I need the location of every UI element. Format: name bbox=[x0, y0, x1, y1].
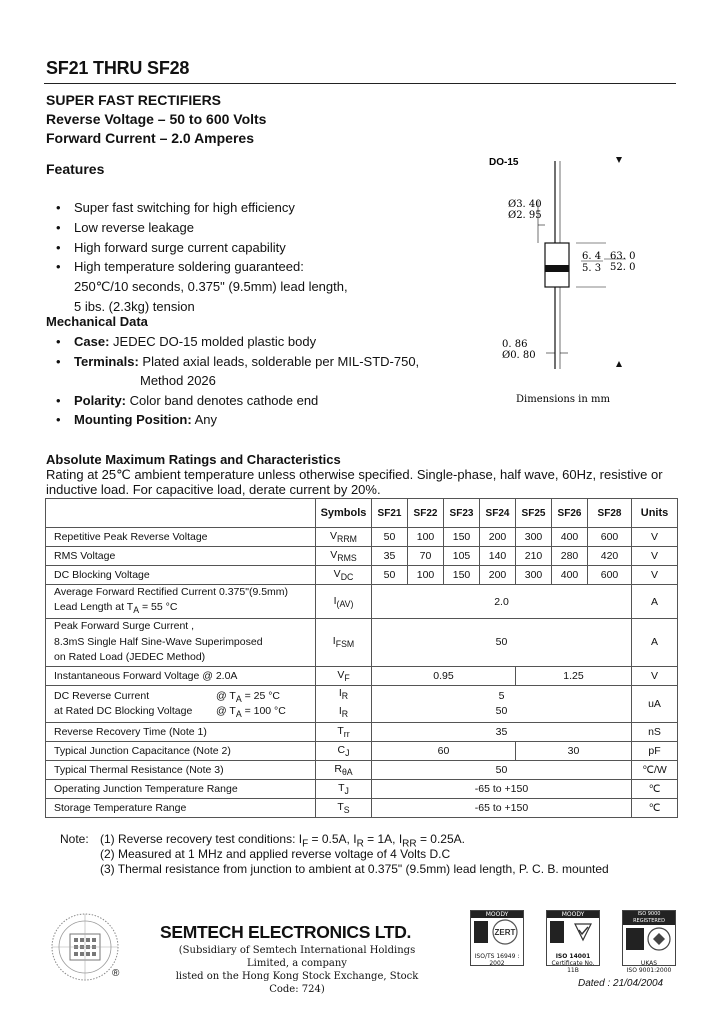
param-text: = 55 °C bbox=[139, 601, 178, 613]
param-cell: Operating Junction Temperature Range bbox=[46, 779, 316, 798]
header-sf22: SF22 bbox=[408, 499, 444, 528]
value-cell: 35 bbox=[372, 722, 632, 741]
symbol-main: R bbox=[334, 762, 342, 775]
symbol-main: V bbox=[330, 529, 338, 542]
mech-case-label: Case: bbox=[74, 334, 110, 349]
header-units: Units bbox=[632, 499, 678, 528]
param-line: Peak Forward Surge Current , bbox=[54, 620, 195, 633]
param-text: DC Reverse Current bbox=[54, 689, 150, 702]
table-row bbox=[46, 760, 678, 779]
unit-cell: pF bbox=[632, 741, 678, 760]
zert-logo-icon bbox=[471, 918, 523, 948]
value-cell: 35 bbox=[372, 547, 408, 566]
symbol-cell bbox=[316, 741, 372, 760]
mech-polarity-text: Color band denotes cathode end bbox=[129, 392, 319, 408]
symbol-main: T bbox=[337, 724, 344, 737]
header-sf26: SF26 bbox=[552, 499, 588, 528]
do15-package-diagram bbox=[486, 155, 666, 415]
note-2: (2) Measured at 1 MHz and applied reverse voltage of 4 Volts D.C bbox=[100, 847, 451, 861]
arrow-up-icon bbox=[616, 157, 622, 163]
feature-item: • High forward surge current capability bbox=[56, 238, 348, 258]
param-line: on Rated Load (JEDEC Method) bbox=[54, 651, 206, 664]
symbol-main: V bbox=[333, 567, 341, 580]
company-name: SEMTECH ELECTRONICS LTD. bbox=[160, 922, 412, 942]
mech-case-text: JEDEC DO-15 molded plastic body bbox=[113, 334, 317, 349]
table-row bbox=[46, 528, 678, 547]
product-line: SUPER FAST RECTIFIERS bbox=[46, 92, 222, 108]
symbol-line bbox=[320, 686, 367, 704]
cathode-band bbox=[545, 265, 569, 272]
cond-text: = 25 °C bbox=[241, 689, 281, 702]
symbol-main: I bbox=[333, 594, 337, 607]
cond-sub: A bbox=[235, 693, 242, 704]
mech-item-terminals bbox=[56, 352, 419, 391]
value-cell: 280 bbox=[552, 547, 588, 566]
cert-top: MOODY bbox=[471, 911, 523, 918]
symbol-sub: F bbox=[344, 672, 350, 683]
symbol-main: I bbox=[338, 686, 342, 699]
ukas-logo-icon bbox=[623, 925, 675, 955]
note-text: = 0.5A, I bbox=[308, 832, 357, 846]
param-line bbox=[54, 704, 311, 719]
table-header-row bbox=[46, 499, 678, 528]
semtech-logo bbox=[50, 912, 120, 984]
unit-cell: V bbox=[632, 528, 678, 547]
cert-top: MOODY bbox=[547, 911, 599, 918]
param-text: at Rated DC Blocking Voltage bbox=[54, 704, 193, 717]
note-text: = 1A, I bbox=[363, 832, 403, 846]
symbol-cell bbox=[316, 685, 372, 722]
header-symbols: Symbols bbox=[316, 499, 372, 528]
symbol-cell bbox=[316, 547, 372, 566]
ratings-desc-line2: inductive load. For capacitive load, derate current by 20%. bbox=[46, 482, 381, 497]
mechanical-list bbox=[56, 332, 419, 430]
note-sub: RR bbox=[402, 838, 417, 850]
dim-body-diameter-min: Ø2. 95 bbox=[508, 210, 542, 221]
symbol-cell bbox=[316, 722, 372, 741]
param-text: Lead Length at T bbox=[54, 601, 134, 613]
symbol-main: V bbox=[337, 668, 345, 681]
ratings-desc-line1: Rating at 25℃ ambient temperature unless otherwise specified. Single-phase, half wave, 60Hz, resistive or bbox=[46, 467, 663, 482]
value-cell: 105 bbox=[444, 547, 480, 566]
features-list bbox=[56, 198, 348, 317]
ratings-table bbox=[45, 498, 678, 818]
symbol-cell bbox=[316, 619, 372, 667]
dated-label: Dated : 21/04/2004 bbox=[578, 978, 664, 989]
cert-mid: ZERT bbox=[494, 928, 516, 937]
header-sf28: SF28 bbox=[588, 499, 632, 528]
mech-terminals-cont: Method 2026 bbox=[140, 373, 216, 389]
header-sf25: SF25 bbox=[516, 499, 552, 528]
company-subtitle bbox=[162, 944, 432, 996]
package-label: DO-15 bbox=[489, 157, 519, 168]
dim-body-length-min: 5. 3 bbox=[582, 263, 602, 274]
moody-logo-icon bbox=[547, 918, 599, 948]
symbol-main: T bbox=[338, 781, 345, 794]
cert-caption: ISO/TS 16949 : 2002 bbox=[474, 953, 520, 967]
value-cell: 200 bbox=[480, 566, 516, 585]
symbol-sub: RMS bbox=[337, 553, 357, 564]
value-cell: 50 bbox=[372, 528, 408, 547]
param-cell: Reverse Recovery Time (Note 1) bbox=[46, 722, 316, 741]
symbol-sub: RRM bbox=[337, 534, 357, 545]
value-cell: 300 bbox=[516, 566, 552, 585]
mech-item-polarity bbox=[56, 391, 419, 411]
unit-cell: V bbox=[632, 547, 678, 566]
table-row bbox=[46, 798, 678, 817]
value-cell: 0.95 bbox=[372, 666, 516, 685]
cert-mid: UKAS bbox=[640, 960, 658, 967]
header-sf21: SF21 bbox=[372, 499, 408, 528]
cert-top: ISO 9000 REGISTERED bbox=[623, 911, 675, 925]
cert-badge-isots bbox=[470, 910, 524, 966]
company-sub-line1: (Subsidiary of Semtech International Holdings Limited, a company bbox=[178, 945, 416, 969]
unit-cell: V bbox=[632, 666, 678, 685]
table-row bbox=[46, 779, 678, 798]
ratings-heading: Absolute Maximum Ratings and Characteristics bbox=[46, 452, 341, 467]
symbol-cell bbox=[316, 585, 372, 619]
header-sf24: SF24 bbox=[480, 499, 516, 528]
param-line bbox=[54, 689, 311, 704]
notes-label: Note: bbox=[60, 832, 89, 846]
unit-cell: V bbox=[632, 566, 678, 585]
cond-text: @ T bbox=[216, 689, 236, 702]
mech-mounting-label: Mounting Position: bbox=[74, 412, 192, 428]
value-line: 50 bbox=[495, 704, 508, 717]
symbol-sub: J bbox=[344, 785, 349, 796]
param-cell: Typical Junction Capacitance (Note 2) bbox=[46, 741, 316, 760]
table-row bbox=[46, 722, 678, 741]
value-cell: 210 bbox=[516, 547, 552, 566]
symbol-main: V bbox=[330, 548, 338, 561]
value-line: 5 bbox=[498, 689, 505, 702]
ratings-description bbox=[46, 467, 686, 497]
forward-current-line: Forward Current – 2.0 Amperes bbox=[46, 130, 254, 146]
param-line: 8.3mS Single Half Sine-Wave Superimposed bbox=[54, 635, 263, 648]
header-param bbox=[46, 499, 316, 528]
page-title: SF21 THRU SF28 bbox=[46, 58, 190, 78]
dim-lead-length-min: 52. 0 bbox=[610, 262, 636, 273]
note-text: = 0.25A. bbox=[416, 832, 465, 846]
company-sub-line2: listed on the Hong Kong Stock Exchange, Stock Code: 724) bbox=[175, 971, 419, 995]
value-cell: 600 bbox=[588, 528, 632, 547]
symbol-line bbox=[320, 704, 367, 722]
reverse-voltage-line: Reverse Voltage – 50 to 600 Volts bbox=[46, 111, 267, 127]
param-cell: Repetitive Peak Reverse Voltage bbox=[46, 528, 316, 547]
unit-cell: ℃/W bbox=[632, 760, 678, 779]
value-cell: 50 bbox=[372, 760, 632, 779]
param-cell: DC Blocking Voltage bbox=[46, 566, 316, 585]
param-condition bbox=[216, 704, 286, 722]
header-sf23: SF23 bbox=[444, 499, 480, 528]
symbol-sub: S bbox=[343, 804, 350, 815]
symbol-cell bbox=[316, 566, 372, 585]
table-row bbox=[46, 585, 678, 619]
value-cell: 70 bbox=[408, 547, 444, 566]
param-cell bbox=[46, 685, 316, 722]
symbol-cell bbox=[316, 798, 372, 817]
registered-mark: ® bbox=[112, 968, 120, 979]
value-cell: 100 bbox=[408, 528, 444, 547]
symbol-cell bbox=[316, 760, 372, 779]
mech-polarity-label: Polarity: bbox=[74, 392, 127, 408]
value-cell: 150 bbox=[444, 528, 480, 547]
symbol-sub: θA bbox=[341, 766, 353, 777]
value-cell: -65 to +150 bbox=[372, 798, 632, 817]
symbol-sub: R bbox=[341, 690, 349, 701]
value-cell: 100 bbox=[408, 566, 444, 585]
arrow-down-icon bbox=[616, 361, 622, 367]
symbol-sub: (AV) bbox=[336, 598, 354, 609]
table-row bbox=[46, 666, 678, 685]
cert-mid: ISO 14001 bbox=[555, 953, 591, 960]
value-cell: 30 bbox=[516, 741, 632, 760]
cert-badge-iso9001 bbox=[622, 910, 676, 974]
unit-cell: ℃ bbox=[632, 779, 678, 798]
value-cell: 1.25 bbox=[516, 666, 632, 685]
param-cell bbox=[46, 619, 316, 667]
symbol-sub: R bbox=[341, 708, 349, 719]
feature-continuation-2: 5 ibs. (2.3kg) tension bbox=[74, 298, 195, 314]
param-cell: Typical Thermal Resistance (Note 3) bbox=[46, 760, 316, 779]
mechanical-heading: Mechanical Data bbox=[46, 314, 148, 329]
param-cell bbox=[46, 585, 316, 619]
table-row bbox=[46, 547, 678, 566]
feature-item: • Super fast switching for high efficiency bbox=[56, 198, 348, 218]
value-cell: 600 bbox=[588, 566, 632, 585]
note-text: (1) Reverse recovery test conditions: I bbox=[100, 832, 303, 846]
value-cell: 420 bbox=[588, 547, 632, 566]
unit-cell: uA bbox=[632, 685, 678, 722]
symbol-sub: rr bbox=[343, 728, 350, 739]
dim-body-length-max: 6. 4 bbox=[582, 251, 602, 262]
value-cell: 50 bbox=[372, 566, 408, 585]
cond-text: @ T bbox=[216, 704, 236, 717]
dim-body-diameter-max: Ø3. 40 bbox=[508, 199, 542, 210]
value-cell: 150 bbox=[444, 566, 480, 585]
symbol-main: T bbox=[337, 800, 344, 813]
value-cell: 140 bbox=[480, 547, 516, 566]
symbol-main: I bbox=[338, 704, 342, 717]
value-cell bbox=[372, 685, 632, 722]
param-cell: Storage Temperature Range bbox=[46, 798, 316, 817]
param-cell: Instantaneous Forward Voltage @ 2.0A bbox=[46, 666, 316, 685]
symbol-main: C bbox=[337, 743, 346, 756]
unit-cell: A bbox=[632, 619, 678, 667]
dim-lead-diameter-min: Ø0. 80 bbox=[502, 350, 536, 361]
cond-sub: A bbox=[235, 708, 242, 719]
note-sub: F bbox=[302, 838, 309, 850]
table-row bbox=[46, 741, 678, 760]
notes-block bbox=[60, 832, 609, 876]
symbol-sub: DC bbox=[340, 572, 354, 583]
note-sub: R bbox=[356, 838, 364, 850]
symbol-sub: J bbox=[345, 747, 350, 758]
table-row bbox=[46, 619, 678, 667]
value-cell: 400 bbox=[552, 566, 588, 585]
value-cell: 60 bbox=[372, 741, 516, 760]
mech-item-case bbox=[56, 332, 419, 352]
unit-cell: A bbox=[632, 585, 678, 619]
title-divider bbox=[44, 83, 676, 84]
feature-item: • Low reverse leakage bbox=[56, 218, 348, 238]
param-sub: A bbox=[133, 605, 140, 616]
symbol-cell bbox=[316, 528, 372, 547]
param-cell: RMS Voltage bbox=[46, 547, 316, 566]
symbol-sub: FSM bbox=[335, 639, 355, 650]
cond-text: = 100 °C bbox=[241, 704, 286, 717]
mech-item-mounting bbox=[56, 410, 419, 430]
features-heading: Features bbox=[46, 161, 105, 177]
symbol-cell bbox=[316, 666, 372, 685]
mech-terminals-label: Terminals: bbox=[74, 353, 139, 369]
dim-lead-diameter-max: 0. 86 bbox=[502, 339, 528, 350]
cert-caption: ISO 9001:2000 bbox=[626, 967, 672, 974]
symbol-cell bbox=[316, 779, 372, 798]
value-cell: 50 bbox=[372, 619, 632, 667]
unit-cell: nS bbox=[632, 722, 678, 741]
cert-caption: Certificate No. 11B bbox=[551, 960, 595, 974]
table-row bbox=[46, 685, 678, 722]
mech-mounting-text: Any bbox=[194, 412, 218, 428]
value-cell: -65 to +150 bbox=[372, 779, 632, 798]
note-3: (3) Thermal resistance from junction to ambient at 0.375" (9.5mm) lead length, P. C. B. mounted bbox=[100, 862, 609, 876]
unit-cell: ℃ bbox=[632, 798, 678, 817]
table-row bbox=[46, 566, 678, 585]
value-cell: 200 bbox=[480, 528, 516, 547]
value-cell: 300 bbox=[516, 528, 552, 547]
dimensions-caption: Dimensions in mm bbox=[516, 394, 610, 405]
feature-continuation-1: 250℃/10 seconds, 0.375" (9.5mm) lead length, bbox=[74, 279, 348, 295]
symbol-main: I bbox=[332, 635, 336, 648]
cert-badge-iso14001 bbox=[546, 910, 600, 974]
value-cell: 400 bbox=[552, 528, 588, 547]
param-line bbox=[54, 600, 311, 618]
param-line: Average Forward Rectified Current 0.375"(9.5mm) bbox=[54, 586, 289, 598]
feature-item: • High temperature soldering guaranteed: bbox=[56, 257, 348, 277]
mech-terminals-text: Plated axial leads, solderable per MIL-STD-750, bbox=[142, 353, 420, 369]
value-cell: 2.0 bbox=[372, 585, 632, 619]
dim-lead-length-max: 63. 0 bbox=[610, 251, 636, 262]
